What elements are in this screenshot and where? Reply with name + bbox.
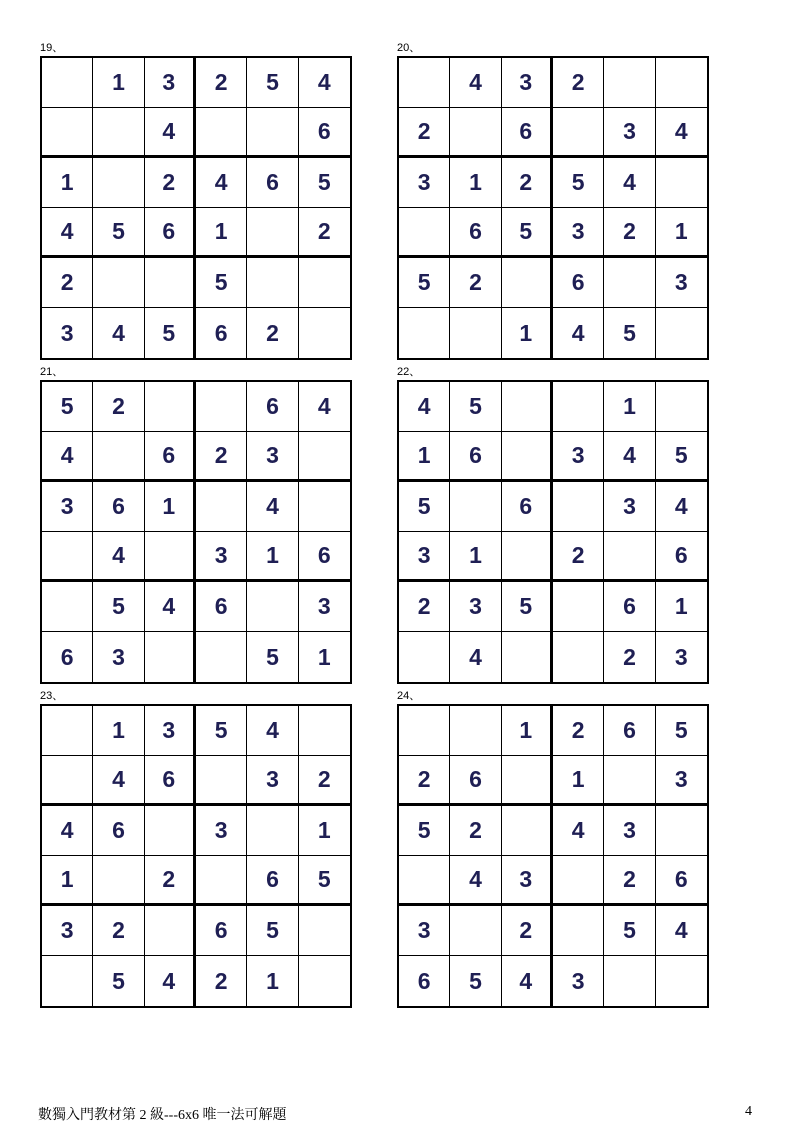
sudoku-cell: 6 xyxy=(196,308,247,358)
sudoku-cell: 4 xyxy=(450,632,501,682)
sudoku-cell: 5 xyxy=(399,482,450,532)
sudoku-cell: 3 xyxy=(553,208,604,258)
sudoku-cell: 2 xyxy=(553,532,604,582)
sudoku-cell: 4 xyxy=(145,108,196,158)
sudoku-cell: 1 xyxy=(42,158,93,208)
puzzle-number-label: 19、 xyxy=(40,42,64,54)
sudoku-cell: 4 xyxy=(656,482,707,532)
sudoku-cell: 4 xyxy=(247,482,298,532)
sudoku-cell xyxy=(299,258,350,308)
sudoku-cell: 3 xyxy=(93,632,144,682)
sudoku-cell: 6 xyxy=(247,382,298,432)
sudoku-cell: 2 xyxy=(145,158,196,208)
sudoku-cell: 3 xyxy=(553,956,604,1006)
sudoku-cell: 4 xyxy=(93,756,144,806)
sudoku-cell: 4 xyxy=(604,158,655,208)
sudoku-cell xyxy=(93,432,144,482)
sudoku-cell: 5 xyxy=(399,258,450,308)
sudoku-cell: 3 xyxy=(656,756,707,806)
sudoku-cell xyxy=(604,756,655,806)
sudoku-cell xyxy=(553,482,604,532)
puzzle-number-label: 24、 xyxy=(397,690,421,702)
sudoku-cell: 3 xyxy=(247,756,298,806)
sudoku-cell xyxy=(502,258,553,308)
sudoku-cell: 6 xyxy=(450,208,501,258)
sudoku-cell: 5 xyxy=(145,308,196,358)
sudoku-cell: 2 xyxy=(399,582,450,632)
sudoku-cell xyxy=(656,956,707,1006)
sudoku-cell: 3 xyxy=(247,432,298,482)
sudoku-cell xyxy=(196,382,247,432)
sudoku-cell: 6 xyxy=(450,432,501,482)
sudoku-cell: 6 xyxy=(502,108,553,158)
sudoku-cell xyxy=(42,956,93,1006)
sudoku-cell xyxy=(42,58,93,108)
sudoku-cell: 3 xyxy=(399,906,450,956)
sudoku-cell xyxy=(299,308,350,358)
sudoku-cell: 1 xyxy=(502,308,553,358)
sudoku-cell xyxy=(656,806,707,856)
sudoku-cell: 1 xyxy=(553,756,604,806)
sudoku-cell: 3 xyxy=(145,58,196,108)
sudoku-cell xyxy=(299,906,350,956)
sudoku-cell: 6 xyxy=(604,582,655,632)
sudoku-cell: 6 xyxy=(299,532,350,582)
sudoku-cell: 3 xyxy=(145,706,196,756)
sudoku-cell: 2 xyxy=(604,208,655,258)
sudoku-cell: 2 xyxy=(502,158,553,208)
sudoku-cell xyxy=(299,956,350,1006)
sudoku-cell: 4 xyxy=(450,58,501,108)
sudoku-cell: 5 xyxy=(299,158,350,208)
sudoku-cell: 2 xyxy=(553,58,604,108)
sudoku-cell: 1 xyxy=(145,482,196,532)
sudoku-cell xyxy=(399,706,450,756)
sudoku-cell: 4 xyxy=(42,208,93,258)
sudoku-cell xyxy=(299,432,350,482)
puzzle-number-label: 20、 xyxy=(397,42,421,54)
sudoku-cell: 5 xyxy=(299,856,350,906)
sudoku-cell: 2 xyxy=(399,756,450,806)
sudoku-cell: 2 xyxy=(604,856,655,906)
sudoku-cell: 5 xyxy=(247,906,298,956)
sudoku-cell: 5 xyxy=(502,582,553,632)
sudoku-cell: 6 xyxy=(553,258,604,308)
sudoku-cell xyxy=(196,756,247,806)
sudoku-cell: 6 xyxy=(196,906,247,956)
sudoku-cell: 1 xyxy=(656,208,707,258)
sudoku-cell: 3 xyxy=(196,532,247,582)
sudoku-cell: 1 xyxy=(656,582,707,632)
sudoku-cell xyxy=(399,856,450,906)
sudoku-cell: 6 xyxy=(656,856,707,906)
sudoku-cell: 3 xyxy=(502,856,553,906)
sudoku-cell xyxy=(93,108,144,158)
sudoku-cell: 5 xyxy=(656,432,707,482)
sudoku-cell: 3 xyxy=(674,643,688,670)
sudoku-cell: 2 xyxy=(93,906,144,956)
sudoku-cell: 6 xyxy=(247,856,298,906)
sudoku-cell: 2 xyxy=(399,108,450,158)
sudoku-cell: 2 xyxy=(502,906,553,956)
sudoku-cell xyxy=(553,632,604,682)
sudoku-cell xyxy=(656,308,707,358)
sudoku-cell: 1 xyxy=(196,208,247,258)
sudoku-cell xyxy=(553,582,604,632)
sudoku-cell xyxy=(553,856,604,906)
sudoku-cell xyxy=(502,632,553,682)
sudoku-cell xyxy=(604,258,655,308)
sudoku-cell: 2 xyxy=(247,308,298,358)
sudoku-cell: 2 xyxy=(450,258,501,308)
sudoku-cell xyxy=(604,58,655,108)
puzzle-number-label: 23、 xyxy=(40,690,64,702)
sudoku-cell: 4 xyxy=(299,382,350,432)
sudoku-cell xyxy=(247,208,298,258)
puzzle-number-label: 21、 xyxy=(40,366,64,378)
sudoku-cell: 3 xyxy=(399,158,450,208)
sudoku-cell xyxy=(656,382,707,432)
sudoku-cell: 1 xyxy=(399,432,450,482)
sudoku-puzzle-19 xyxy=(40,42,352,360)
sudoku-cell xyxy=(247,108,298,158)
sudoku-cell: 5 xyxy=(450,382,501,432)
sudoku-cell xyxy=(145,906,196,956)
sudoku-puzzle-24 xyxy=(397,690,709,1008)
sudoku-cell: 6 xyxy=(502,482,553,532)
sudoku-cell: 4 xyxy=(656,906,707,956)
sudoku-cell xyxy=(42,706,93,756)
sudoku-cell: 3 xyxy=(604,806,655,856)
sudoku-cell: 6 xyxy=(145,208,196,258)
sudoku-cell xyxy=(502,532,553,582)
sudoku-grid xyxy=(40,56,352,360)
sudoku-cell: 5 xyxy=(196,258,247,308)
sudoku-cell xyxy=(196,856,247,906)
sudoku-cell xyxy=(93,258,144,308)
sudoku-cell: 6 xyxy=(604,706,655,756)
sudoku-cell: 6 xyxy=(93,806,144,856)
sudoku-cell xyxy=(450,906,501,956)
sudoku-cell: 6 xyxy=(450,756,501,806)
sudoku-cell xyxy=(299,482,350,532)
sudoku-cell: 2 xyxy=(604,632,655,682)
sudoku-cell: 3 xyxy=(299,582,350,632)
sudoku-cell xyxy=(450,482,501,532)
sudoku-cell: 1 xyxy=(247,956,298,1006)
sudoku-cell: 4 xyxy=(502,956,553,1006)
sudoku-cell xyxy=(399,308,450,358)
sudoku-cell: 2 xyxy=(553,706,604,756)
sudoku-cell: 3 xyxy=(196,806,247,856)
sudoku-cell xyxy=(145,632,196,682)
sudoku-cell xyxy=(42,108,93,158)
sudoku-cell xyxy=(42,532,93,582)
sudoku-cell xyxy=(145,258,196,308)
sudoku-cell: 3 xyxy=(399,532,450,582)
sudoku-cell xyxy=(42,756,93,806)
sudoku-cell xyxy=(399,208,450,258)
sudoku-cell xyxy=(656,158,707,208)
sudoku-cell: 5 xyxy=(450,956,501,1006)
sudoku-cell: 4 xyxy=(247,706,298,756)
sudoku-cell: 1 xyxy=(604,382,655,432)
sudoku-cell: 2 xyxy=(196,432,247,482)
sudoku-cell: 4 xyxy=(299,58,350,108)
sudoku-cell: 5 xyxy=(553,158,604,208)
sudoku-cell: 4 xyxy=(145,956,196,1006)
sudoku-cell xyxy=(450,706,501,756)
sudoku-cell: 6 xyxy=(145,756,196,806)
sudoku-cell: 3 xyxy=(450,582,501,632)
sudoku-cell: 6 xyxy=(399,956,450,1006)
sudoku-cell: 5 xyxy=(42,382,93,432)
sudoku-puzzle-21 xyxy=(40,366,352,684)
sudoku-cell xyxy=(93,856,144,906)
sudoku-cell: 1 xyxy=(317,643,331,670)
sudoku-cell xyxy=(145,382,196,432)
sudoku-cell: 1 xyxy=(299,806,350,856)
sudoku-cell: 4 xyxy=(93,532,144,582)
footer-title: 數獨入門教材第 2 級---6x6 唯一法可解題 xyxy=(38,1108,287,1123)
sudoku-cell: 4 xyxy=(604,432,655,482)
sudoku-cell: 6 xyxy=(42,632,93,682)
sudoku-cell: 4 xyxy=(93,308,144,358)
sudoku-grid xyxy=(397,704,709,1008)
sudoku-cell xyxy=(553,382,604,432)
sudoku-cell xyxy=(196,632,247,682)
sudoku-cell xyxy=(299,706,350,756)
sudoku-cell: 4 xyxy=(450,856,501,906)
sudoku-cell: 1 xyxy=(42,856,93,906)
sudoku-grid xyxy=(397,380,709,684)
sudoku-cell: 1 xyxy=(93,58,144,108)
sudoku-cell xyxy=(399,632,450,682)
sudoku-cell: 2 xyxy=(299,756,350,806)
sudoku-cell: 2 xyxy=(145,856,196,906)
sudoku-cell: 6 xyxy=(247,158,298,208)
sudoku-cell xyxy=(196,482,247,532)
sudoku-cell xyxy=(502,432,553,482)
sudoku-cell xyxy=(247,806,298,856)
sudoku-cell xyxy=(553,906,604,956)
sudoku-cell: 6 xyxy=(656,532,707,582)
sudoku-cell: 6 xyxy=(196,582,247,632)
sudoku-cell: 5 xyxy=(196,706,247,756)
sudoku-cell: 5 xyxy=(247,632,298,682)
sudoku-cell: 2 xyxy=(299,208,350,258)
sudoku-grid xyxy=(40,380,352,684)
sudoku-cell: 1 xyxy=(502,706,553,756)
sudoku-cell: 5 xyxy=(93,582,144,632)
sudoku-cell xyxy=(196,108,247,158)
puzzle-number-label: 22、 xyxy=(397,366,421,378)
sudoku-cell xyxy=(604,532,655,582)
sudoku-cell: 3 xyxy=(502,58,553,108)
sudoku-cell: 2 xyxy=(196,956,247,1006)
sudoku-cell: 5 xyxy=(93,956,144,1006)
sudoku-cell: 5 xyxy=(93,208,144,258)
sudoku-puzzle-20 xyxy=(397,42,709,360)
sudoku-cell: 2 xyxy=(450,806,501,856)
sudoku-cell: 2 xyxy=(196,58,247,108)
sudoku-cell: 5 xyxy=(399,806,450,856)
sudoku-cell: 5 xyxy=(604,308,655,358)
sudoku-cell xyxy=(502,756,553,806)
sudoku-cell xyxy=(145,806,196,856)
sudoku-puzzle-23 xyxy=(40,690,352,1008)
sudoku-cell xyxy=(502,382,553,432)
sudoku-cell xyxy=(502,806,553,856)
sudoku-cell: 4 xyxy=(196,158,247,208)
sudoku-grid xyxy=(40,704,352,1008)
sudoku-cell: 5 xyxy=(502,208,553,258)
sudoku-cell xyxy=(553,108,604,158)
sudoku-cell: 3 xyxy=(42,308,93,358)
sudoku-cell: 4 xyxy=(553,308,604,358)
sudoku-cell xyxy=(247,258,298,308)
sudoku-cell: 2 xyxy=(42,258,93,308)
sudoku-cell: 2 xyxy=(93,382,144,432)
sudoku-cell xyxy=(450,308,501,358)
sudoku-cell: 4 xyxy=(42,432,93,482)
sudoku-cell xyxy=(145,532,196,582)
sudoku-cell: 3 xyxy=(604,108,655,158)
sudoku-cell xyxy=(247,582,298,632)
sudoku-cell: 5 xyxy=(656,706,707,756)
sudoku-cell: 5 xyxy=(247,58,298,108)
sudoku-cell: 6 xyxy=(93,482,144,532)
sudoku-cell: 4 xyxy=(145,582,196,632)
sudoku-cell: 1 xyxy=(450,532,501,582)
sudoku-puzzle-22 xyxy=(397,366,709,684)
sudoku-cell: 3 xyxy=(42,482,93,532)
sudoku-cell: 6 xyxy=(299,108,350,158)
sudoku-grid xyxy=(397,56,709,360)
sudoku-cell: 4 xyxy=(42,806,93,856)
page-number: 4 xyxy=(745,1104,752,1119)
sudoku-cell xyxy=(450,108,501,158)
sudoku-cell: 3 xyxy=(42,906,93,956)
sudoku-cell: 4 xyxy=(553,806,604,856)
sudoku-cell: 6 xyxy=(145,432,196,482)
sudoku-cell: 1 xyxy=(247,532,298,582)
sudoku-cell: 4 xyxy=(656,108,707,158)
sudoku-cell xyxy=(604,956,655,1006)
sudoku-cell: 4 xyxy=(399,382,450,432)
sudoku-cell: 1 xyxy=(93,706,144,756)
sudoku-cell xyxy=(93,158,144,208)
sudoku-cell xyxy=(42,582,93,632)
sudoku-cell xyxy=(656,58,707,108)
sudoku-cell: 5 xyxy=(604,906,655,956)
sudoku-cell: 3 xyxy=(553,432,604,482)
sudoku-cell: 1 xyxy=(450,158,501,208)
sudoku-cell: 3 xyxy=(656,258,707,308)
sudoku-cell: 3 xyxy=(604,482,655,532)
sudoku-cell xyxy=(399,58,450,108)
